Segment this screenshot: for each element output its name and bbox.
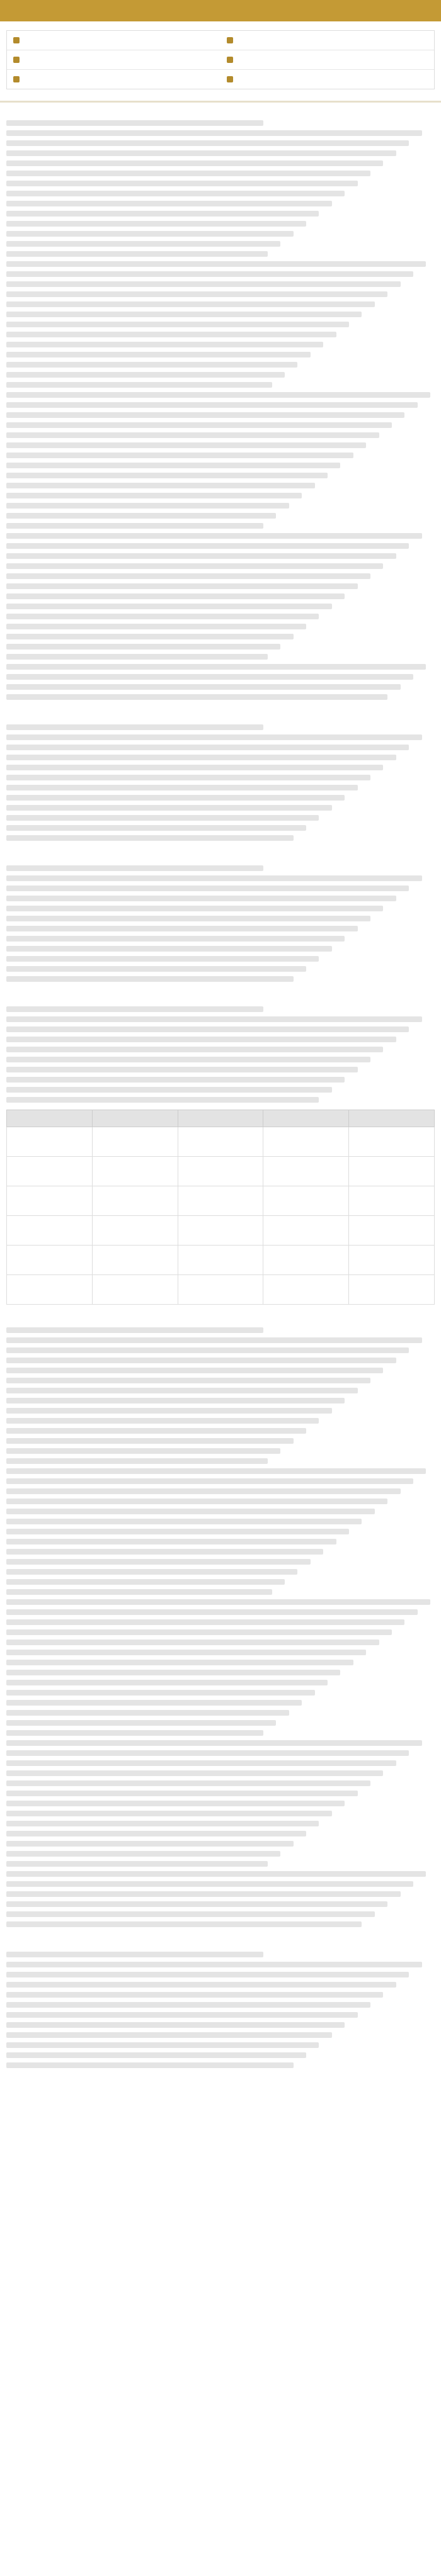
table-row [7, 1186, 435, 1216]
table-cell [92, 1127, 178, 1157]
text-line [6, 1097, 319, 1103]
text-line [6, 573, 370, 579]
table-row [7, 1127, 435, 1157]
table-cell [7, 1127, 93, 1157]
text-line [6, 533, 422, 539]
table-cell [263, 1127, 349, 1157]
table-header-row [7, 1110, 435, 1127]
text-line [6, 1619, 404, 1625]
toc-item[interactable] [7, 70, 220, 89]
text-line [6, 1006, 263, 1012]
text-line [6, 120, 263, 126]
text-line [6, 1921, 362, 1927]
text-line [6, 463, 340, 468]
table-row [7, 1157, 435, 1186]
table-cell [263, 1246, 349, 1275]
text-line [6, 2032, 332, 2038]
text-line [6, 1499, 387, 1504]
content-sections [0, 103, 441, 1110]
text-line [6, 211, 319, 217]
text-line [6, 916, 370, 921]
toc-item[interactable] [7, 50, 220, 69]
text-line [6, 1780, 370, 1786]
text-line [6, 231, 294, 237]
text-line [6, 684, 401, 690]
text-line [6, 442, 366, 448]
text-line [6, 1770, 383, 1776]
text-line [6, 1067, 358, 1072]
text-line [6, 241, 280, 247]
text-line [6, 1077, 345, 1083]
text-line [6, 312, 362, 317]
text-line [6, 1982, 396, 1988]
text-line [6, 1670, 340, 1675]
text-line [6, 775, 370, 780]
bullet-icon [227, 37, 233, 43]
table-cell [349, 1127, 435, 1157]
text-line [6, 2002, 370, 2008]
text-line [6, 1398, 345, 1403]
text-line [6, 1428, 306, 1434]
text-line [6, 694, 387, 700]
text-line [6, 563, 383, 569]
text-line [6, 1821, 319, 1826]
text-line [6, 1791, 358, 1796]
text-line [6, 181, 358, 186]
text-line [6, 1881, 413, 1887]
text-line [6, 644, 280, 650]
table-cell [349, 1186, 435, 1216]
text-line [6, 1720, 276, 1726]
text-line [6, 392, 430, 398]
table-cell [178, 1216, 263, 1246]
text-line [6, 322, 349, 327]
text-line [6, 130, 422, 136]
text-line [6, 1559, 311, 1565]
text-line [6, 674, 413, 680]
text-line [6, 372, 285, 378]
text-line [6, 291, 387, 297]
text-line [6, 1851, 280, 1857]
text-line [6, 281, 401, 287]
text-line [6, 1760, 396, 1766]
text-line [6, 493, 302, 498]
text-line [6, 654, 268, 660]
table-cell [263, 1216, 349, 1246]
text-line [6, 1599, 430, 1605]
table-cell [178, 1246, 263, 1275]
text-line [6, 936, 345, 942]
text-line [6, 1579, 285, 1585]
text-line [6, 886, 409, 891]
text-line [6, 1962, 422, 1967]
text-line [6, 765, 383, 770]
text-line [6, 1609, 418, 1615]
text-line [6, 1448, 280, 1454]
text-line [6, 1629, 392, 1635]
text-line [6, 503, 289, 509]
toc-item[interactable] [220, 70, 434, 89]
text-line [6, 553, 396, 559]
table-cell [178, 1186, 263, 1216]
table-cell [349, 1216, 435, 1246]
text-line [6, 634, 294, 639]
text-line [6, 906, 383, 911]
text-line [6, 1911, 375, 1917]
text-line [6, 1690, 315, 1696]
text-line [6, 745, 409, 750]
text-line [6, 1640, 379, 1645]
text-line [6, 140, 409, 146]
bullet-icon [13, 57, 20, 63]
table-cell [7, 1216, 93, 1246]
text-line [6, 473, 328, 478]
text-line [6, 1408, 332, 1414]
text-line [6, 1358, 396, 1363]
text-line [6, 221, 306, 227]
text-line [6, 896, 396, 901]
table-cell [92, 1186, 178, 1216]
text-line [6, 1368, 383, 1373]
text-line [6, 1700, 302, 1706]
text-line [6, 422, 392, 428]
section [0, 989, 441, 1110]
text-line [6, 412, 404, 418]
text-line [6, 875, 422, 881]
table-cell [92, 1157, 178, 1186]
text-line [6, 1650, 366, 1655]
text-line [6, 513, 276, 519]
text-line [6, 1539, 336, 1544]
text-line [6, 1871, 426, 1877]
text-line [6, 150, 396, 156]
toc-item[interactable] [7, 31, 220, 50]
text-line [6, 1519, 362, 1524]
table-cell [7, 1157, 93, 1186]
table-cell [263, 1186, 349, 1216]
text-line [6, 342, 323, 347]
text-line [6, 1589, 272, 1595]
table-cell [178, 1127, 263, 1157]
text-line [6, 1750, 409, 1756]
text-line [6, 271, 413, 277]
text-line [6, 976, 294, 982]
text-line [6, 1047, 383, 1052]
text-line [6, 301, 375, 307]
text-line [6, 1549, 323, 1555]
text-line [6, 1992, 383, 1998]
text-line [6, 865, 263, 871]
page-header [0, 0, 441, 21]
text-line [6, 1037, 396, 1042]
text-line [6, 332, 336, 337]
table-row [7, 1216, 435, 1246]
text-line [6, 1478, 413, 1484]
text-line [6, 1016, 422, 1022]
bullet-icon [227, 57, 233, 63]
bullet-icon [13, 37, 20, 43]
table-cell [92, 1275, 178, 1305]
section [0, 848, 441, 989]
text-line [6, 1347, 409, 1353]
text-line [6, 583, 358, 589]
text-line [6, 966, 306, 972]
text-line [6, 453, 353, 458]
text-line [6, 1509, 375, 1514]
text-line [6, 946, 332, 952]
table-cell [7, 1275, 93, 1305]
table-cell [349, 1246, 435, 1275]
text-line [6, 1730, 263, 1736]
text-line [6, 1378, 370, 1383]
text-line [6, 1680, 328, 1685]
text-line [6, 543, 409, 549]
text-line [6, 382, 272, 388]
text-line [6, 1861, 268, 1867]
text-line [6, 1710, 289, 1716]
section [0, 1934, 441, 2075]
text-line [6, 261, 426, 267]
text-line [6, 2062, 294, 2068]
text-line [6, 251, 268, 257]
toc-row [7, 70, 434, 89]
text-line [6, 1468, 426, 1474]
text-line [6, 1660, 353, 1665]
text-line [6, 1891, 401, 1897]
toc-item[interactable] [220, 31, 434, 50]
text-line [6, 1801, 345, 1806]
toc-row [7, 31, 434, 50]
text-line [6, 1458, 268, 1464]
text-line [6, 1438, 294, 1444]
text-line [6, 201, 332, 206]
text-line [6, 483, 315, 488]
text-line [6, 2022, 345, 2028]
table-row [7, 1275, 435, 1305]
text-line [6, 1327, 263, 1333]
section [0, 103, 441, 707]
text-line [6, 2052, 306, 2058]
text-line [6, 614, 319, 619]
table-cell [349, 1157, 435, 1186]
table-cell [92, 1246, 178, 1275]
text-line [6, 815, 319, 821]
text-line [6, 1831, 306, 1836]
text-line [6, 835, 294, 841]
bullet-icon [13, 76, 20, 82]
text-line [6, 1026, 409, 1032]
text-line [6, 191, 345, 196]
table-cell [263, 1275, 349, 1305]
bullet-icon [227, 76, 233, 82]
table-of-contents [6, 30, 435, 89]
text-line [6, 1740, 422, 1746]
text-line [6, 1811, 332, 1816]
text-line [6, 785, 358, 790]
summary-table [6, 1110, 435, 1305]
text-line [6, 523, 263, 529]
text-line [6, 2042, 319, 2048]
text-line [6, 1087, 332, 1093]
text-line [6, 805, 332, 811]
text-line [6, 956, 319, 962]
section [0, 1310, 441, 1934]
table-cell [178, 1157, 263, 1186]
text-line [6, 604, 332, 609]
toc-item[interactable] [220, 50, 434, 69]
text-line [6, 171, 370, 176]
text-line [6, 593, 345, 599]
text-line [6, 1569, 297, 1575]
text-line [6, 664, 426, 670]
table-cell [349, 1275, 435, 1305]
text-line [6, 1529, 349, 1534]
table-cell [7, 1186, 93, 1216]
text-line [6, 1057, 370, 1062]
text-line [6, 724, 263, 730]
text-line [6, 825, 306, 831]
text-line [6, 1488, 401, 1494]
text-line [6, 1901, 387, 1907]
toc-row [7, 50, 434, 70]
text-line [6, 1337, 422, 1343]
text-line [6, 352, 311, 357]
text-line [6, 795, 345, 801]
text-line [6, 1388, 358, 1393]
text-line [6, 432, 379, 438]
text-line [6, 1418, 319, 1424]
table-row [7, 1246, 435, 1275]
section [0, 707, 441, 848]
text-line [6, 1952, 263, 1957]
table-cell [178, 1275, 263, 1305]
text-line [6, 1841, 294, 1847]
table-cell [92, 1216, 178, 1246]
text-line [6, 1972, 409, 1977]
text-line [6, 624, 306, 629]
text-line [6, 2012, 358, 2018]
text-line [6, 362, 297, 368]
text-line [6, 926, 358, 931]
text-line [6, 734, 422, 740]
text-line [6, 402, 418, 408]
tail-sections [0, 1310, 441, 2075]
text-line [6, 160, 383, 166]
text-line [6, 755, 396, 760]
table-cell [263, 1157, 349, 1186]
table-cell [7, 1246, 93, 1275]
